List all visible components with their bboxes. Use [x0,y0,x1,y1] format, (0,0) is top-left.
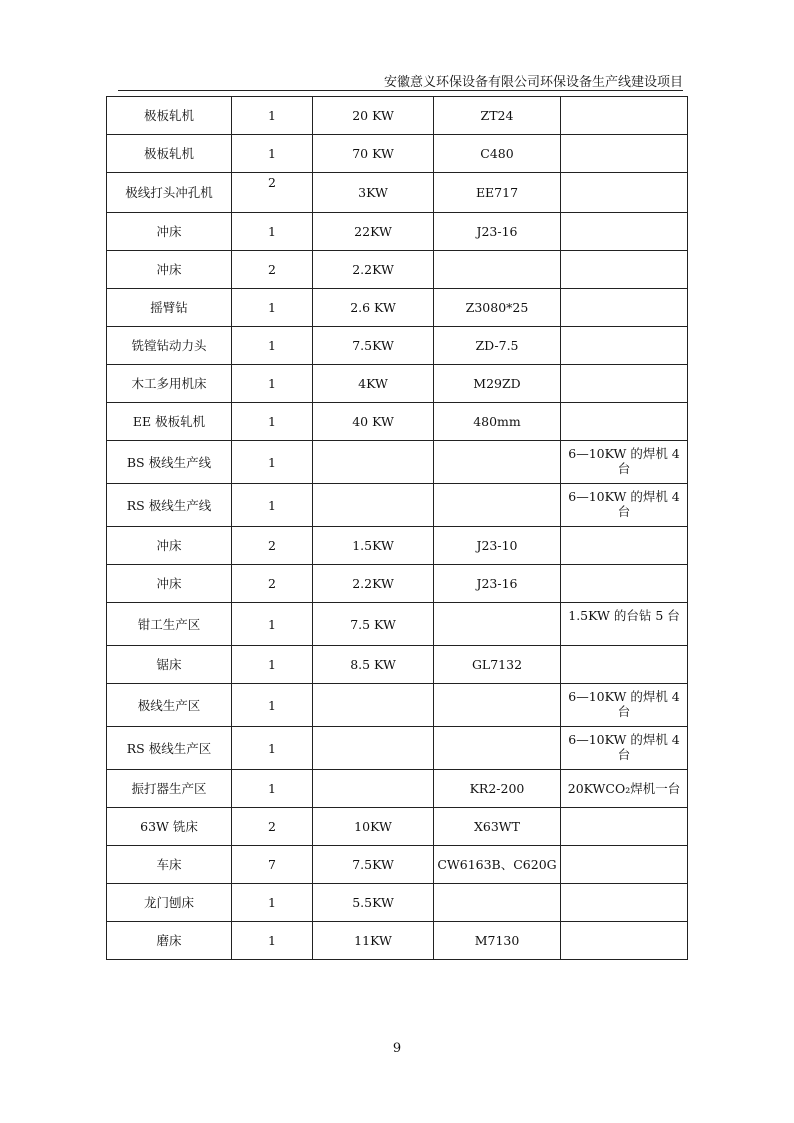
power-cell: 22KW [313,213,434,251]
model-cell [434,484,561,527]
quantity-cell: 1 [232,327,313,365]
equipment-table [106,96,688,960]
table-row [107,365,688,403]
quantity-cell: 2 [232,808,313,846]
model-cell: Z3080*25 [434,289,561,327]
model-cell: ZD-7.5 [434,327,561,365]
quantity-cell: 2 [232,527,313,565]
quantity-cell: 2 [232,565,313,603]
table-row [107,727,688,770]
power-cell: 10KW [313,808,434,846]
quantity-cell: 1 [232,770,313,808]
table-row [107,441,688,484]
table-row [107,403,688,441]
model-cell: X63WT [434,808,561,846]
quantity-cell: 1 [232,213,313,251]
remarks-cell [561,251,688,289]
quantity-cell: 1 [232,135,313,173]
quantity-cell: 1 [232,646,313,684]
quantity-cell: 1 [232,403,313,441]
equipment-name-cell: 极线生产区 [107,684,232,727]
model-cell: EE717 [434,173,561,213]
table-row [107,684,688,727]
model-cell: C480 [434,135,561,173]
equipment-name-cell: 磨床 [107,922,232,960]
remarks-cell: 6—10KW 的焊机 4 台 [561,441,688,484]
model-cell: KR2-200 [434,770,561,808]
model-cell: J23-16 [434,213,561,251]
quantity-cell: 2 [232,251,313,289]
equipment-name-cell: 钳工生产区 [107,603,232,646]
power-cell: 7.5 KW [313,603,434,646]
power-cell: 7.5KW [313,327,434,365]
remarks-cell: 20KWCO₂焊机一台 [561,770,688,808]
equipment-name-cell: 锯床 [107,646,232,684]
equipment-name-cell: 63W 铣床 [107,808,232,846]
table-row [107,808,688,846]
equipment-name-cell: BS 极线生产线 [107,441,232,484]
equipment-name-cell: 冲床 [107,251,232,289]
table-row [107,646,688,684]
table-row [107,97,688,135]
remarks-cell [561,922,688,960]
remarks-cell: 6—10KW 的焊机 4 台 [561,684,688,727]
model-cell [434,251,561,289]
equipment-name-cell: 冲床 [107,527,232,565]
quantity-cell: 1 [232,884,313,922]
power-cell: 1.5KW [313,527,434,565]
quantity-cell: 1 [232,365,313,403]
quantity-cell: 1 [232,603,313,646]
power-cell [313,770,434,808]
quantity-cell: 1 [232,97,313,135]
power-cell: 7.5KW [313,846,434,884]
running-header: 安徽意义环保设备有限公司环保设备生产线建设项目 [383,75,683,90]
model-cell [434,684,561,727]
model-cell [434,603,561,646]
power-cell: 2.2KW [313,565,434,603]
equipment-name-cell: RS 极线生产区 [107,727,232,770]
model-cell: M29ZD [434,365,561,403]
remarks-cell [561,884,688,922]
table-row [107,213,688,251]
equipment-name-cell: 木工多用机床 [107,365,232,403]
quantity-cell: 1 [232,727,313,770]
remarks-cell [561,97,688,135]
power-cell: 40 KW [313,403,434,441]
quantity-cell: 7 [232,846,313,884]
equipment-name-cell: 车床 [107,846,232,884]
remarks-cell [561,527,688,565]
table-row [107,884,688,922]
power-cell: 11KW [313,922,434,960]
power-cell: 4KW [313,365,434,403]
page-number: 9 [392,1041,402,1056]
model-cell: GL7132 [434,646,561,684]
power-cell: 2.2KW [313,251,434,289]
model-cell: ZT24 [434,97,561,135]
table-row [107,922,688,960]
equipment-name-cell: 极线打头冲孔机 [107,173,232,213]
equipment-name-cell: 铣镗钻动力头 [107,327,232,365]
equipment-name-cell: RS 极线生产线 [107,484,232,527]
power-cell [313,484,434,527]
table-row [107,327,688,365]
model-cell: J23-16 [434,565,561,603]
table-row [107,770,688,808]
power-cell: 20 KW [313,97,434,135]
remarks-cell: 1.5KW 的台钻 5 台 [561,603,688,646]
remarks-cell [561,403,688,441]
model-cell: 480mm [434,403,561,441]
equipment-name-cell: 极板轧机 [107,135,232,173]
equipment-name-cell: 冲床 [107,213,232,251]
power-cell [313,684,434,727]
table-row [107,251,688,289]
table-row [107,565,688,603]
equipment-name-cell: 冲床 [107,565,232,603]
remarks-cell [561,646,688,684]
remarks-cell [561,565,688,603]
table-row [107,846,688,884]
quantity-cell: 1 [232,441,313,484]
power-cell: 70 KW [313,135,434,173]
equipment-name-cell: 振打器生产区 [107,770,232,808]
power-cell: 2.6 KW [313,289,434,327]
quantity-cell: 1 [232,922,313,960]
equipment-name-cell: 极板轧机 [107,97,232,135]
quantity-cell: 1 [232,289,313,327]
model-cell: M7130 [434,922,561,960]
remarks-cell [561,173,688,213]
power-cell: 8.5 KW [313,646,434,684]
power-cell: 5.5KW [313,884,434,922]
remarks-cell [561,808,688,846]
remarks-cell [561,289,688,327]
remarks-cell [561,135,688,173]
table-row [107,173,688,213]
table-row [107,484,688,527]
table-row [107,603,688,646]
power-cell [313,727,434,770]
remarks-cell [561,327,688,365]
power-cell: 3KW [313,173,434,213]
table-row [107,135,688,173]
remarks-cell [561,846,688,884]
equipment-name-cell: 摇臂钻 [107,289,232,327]
equipment-name-cell: 龙门刨床 [107,884,232,922]
model-cell: CW6163B、C620G [434,846,561,884]
model-cell: J23-10 [434,527,561,565]
remarks-cell: 6—10KW 的焊机 4 台 [561,484,688,527]
model-cell [434,727,561,770]
model-cell [434,884,561,922]
remarks-cell: 6—10KW 的焊机 4 台 [561,727,688,770]
table-row [107,527,688,565]
quantity-cell: 1 [232,684,313,727]
equipment-table-body [107,97,688,960]
equipment-name-cell: EE 极板轧机 [107,403,232,441]
power-cell [313,441,434,484]
quantity-cell: 2 [232,173,313,213]
remarks-cell [561,213,688,251]
remarks-cell [561,365,688,403]
table-row [107,289,688,327]
model-cell [434,441,561,484]
quantity-cell: 1 [232,484,313,527]
header-rule [118,90,683,91]
